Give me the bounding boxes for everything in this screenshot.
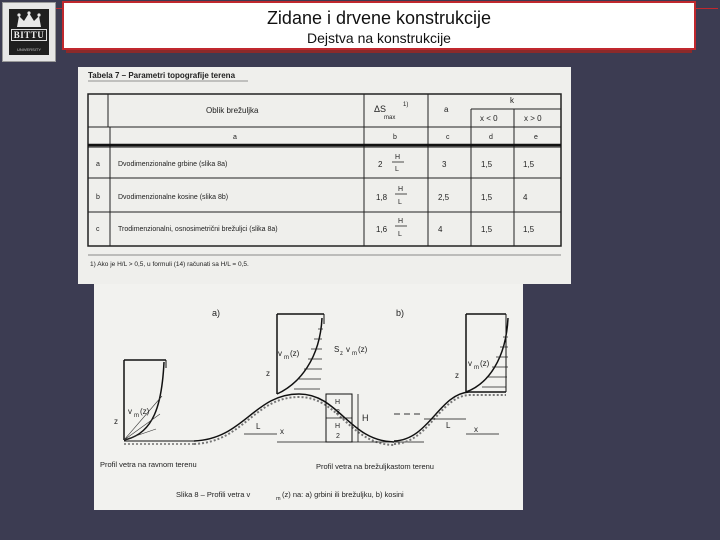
- slide-subtitle: Dejstva na konstrukcije: [307, 30, 451, 46]
- figure-svg: [94, 284, 523, 510]
- hill-vm: v: [278, 349, 282, 358]
- wind-profile-figure-scan: [94, 284, 523, 510]
- row-a-coef: 2: [378, 160, 383, 169]
- header-rule-right: [696, 8, 718, 9]
- hill-sz-vm: v: [346, 345, 350, 354]
- col-header-shape: Oblik brežuljka: [206, 106, 259, 115]
- logo-emblem: [9, 9, 49, 55]
- index-c: c: [446, 134, 450, 141]
- row-a-frac-num: H: [395, 154, 401, 161]
- row-a-k-pos: 1,5: [523, 160, 535, 169]
- hill-profile: [194, 314, 424, 445]
- row-c-a: 4: [438, 225, 443, 234]
- row-a-label: Dvodimenzionalne grbine (slika 8a): [118, 161, 228, 168]
- row-b-id: b: [96, 194, 100, 201]
- row-b-coef: 1,8: [376, 193, 388, 202]
- row-c-k-neg: 1,5: [481, 225, 493, 234]
- row-a-k-neg: 1,5: [481, 160, 493, 169]
- hill-sz-vm-arg: (z): [358, 345, 368, 354]
- row-b-k-neg: 1,5: [481, 193, 493, 202]
- col-header-ds-sup: 1): [403, 102, 409, 108]
- label-a: a): [212, 308, 221, 318]
- university-logo: [2, 2, 56, 62]
- caption-flat: Profil vetra na ravnom terenu: [100, 460, 197, 469]
- table-caption: Tabela 7 – Parametri topografije terena: [88, 71, 236, 80]
- hill-z: z: [266, 369, 270, 378]
- flat-vm-sub: m: [134, 413, 139, 419]
- row-a-frac-den: L: [395, 166, 399, 173]
- index-e: e: [534, 134, 538, 141]
- hill-vm-arg: (z): [290, 349, 300, 358]
- hill-sz-sub: z: [340, 351, 343, 357]
- slope-vm-sub: m: [474, 365, 479, 371]
- row-c-frac-num: H: [398, 218, 404, 225]
- row-b-label: Dvodimenzionalne kosine (slika 8b): [118, 194, 229, 201]
- hill-two-bottom: 2: [336, 433, 340, 440]
- caption-main-rest: (z) na: a) grbini ili brežuljku, b) kosini: [282, 490, 404, 499]
- row-a-a: 3: [442, 160, 447, 169]
- flat-vm-arg: (z): [140, 407, 150, 416]
- caption-main: Slika 8 – Profili vetra v: [176, 490, 251, 499]
- slope-vm: v: [468, 359, 472, 368]
- col-header-ds: ΔS: [374, 104, 387, 114]
- logo-subtext: UNIVERSITY: [16, 47, 41, 52]
- row-c-frac-den: L: [398, 231, 402, 238]
- slope-L: L: [446, 421, 451, 430]
- hill-vm-sub: m: [284, 355, 289, 361]
- hill-H: H: [362, 413, 369, 423]
- hill-sz: S: [334, 345, 340, 354]
- index-d: d: [489, 134, 493, 141]
- caption-main-sub: m: [276, 496, 281, 502]
- row-b-k-pos: 4: [523, 193, 528, 202]
- row-b-a: 2,5: [438, 193, 450, 202]
- crown-icon: [15, 11, 43, 29]
- row-c-k-pos: 1,5: [523, 225, 535, 234]
- col-header-ds-sub: max: [384, 115, 396, 121]
- slope-vm-arg: (z): [480, 359, 490, 368]
- slope-profile: [394, 314, 508, 444]
- hill-h2-bottom: H: [335, 423, 341, 430]
- row-a-id: a: [96, 161, 100, 168]
- hill-h2-top: H: [335, 399, 341, 406]
- hill-two-top: 2: [336, 409, 340, 416]
- row-b-frac-den: L: [398, 199, 402, 206]
- table-footnote: 1) Ako je H/L > 0,5, u formuli (14) računati sa H/L = 0,5.: [90, 261, 249, 268]
- label-b: b): [396, 308, 405, 318]
- flat-vm: v: [128, 407, 132, 416]
- table-svg: [78, 67, 571, 284]
- topography-table-scan: [78, 67, 571, 284]
- col-header-k: k: [510, 96, 514, 105]
- row-c-id: c: [96, 226, 100, 233]
- hill-x: x: [280, 427, 284, 436]
- hill-L: L: [256, 422, 261, 431]
- slide-title: Zidane i drvene konstrukcije: [266, 8, 492, 28]
- col-header-k-neg: x < 0: [480, 114, 498, 123]
- flat-z: z: [114, 417, 118, 426]
- slide-header: [62, 1, 696, 50]
- logo-text: BITTU: [11, 29, 48, 41]
- caption-hilly: Profil vetra na brežuljkastom terenu: [316, 462, 434, 471]
- slope-x: x: [474, 425, 478, 434]
- row-c-coef: 1,6: [376, 225, 388, 234]
- row-b-frac-num: H: [398, 186, 404, 193]
- row-c-label: Trodimenzionalni, osnosimetrični brežuljci (slika 8a): [118, 226, 278, 233]
- index-a: a: [233, 134, 237, 141]
- index-b: b: [393, 134, 397, 141]
- flat-terrain-profile: [114, 360, 194, 444]
- slope-z: z: [455, 371, 459, 380]
- col-header-k-pos: x > 0: [524, 114, 542, 123]
- hill-sz-vm-sub: m: [352, 351, 357, 357]
- col-header-a: a: [444, 105, 449, 114]
